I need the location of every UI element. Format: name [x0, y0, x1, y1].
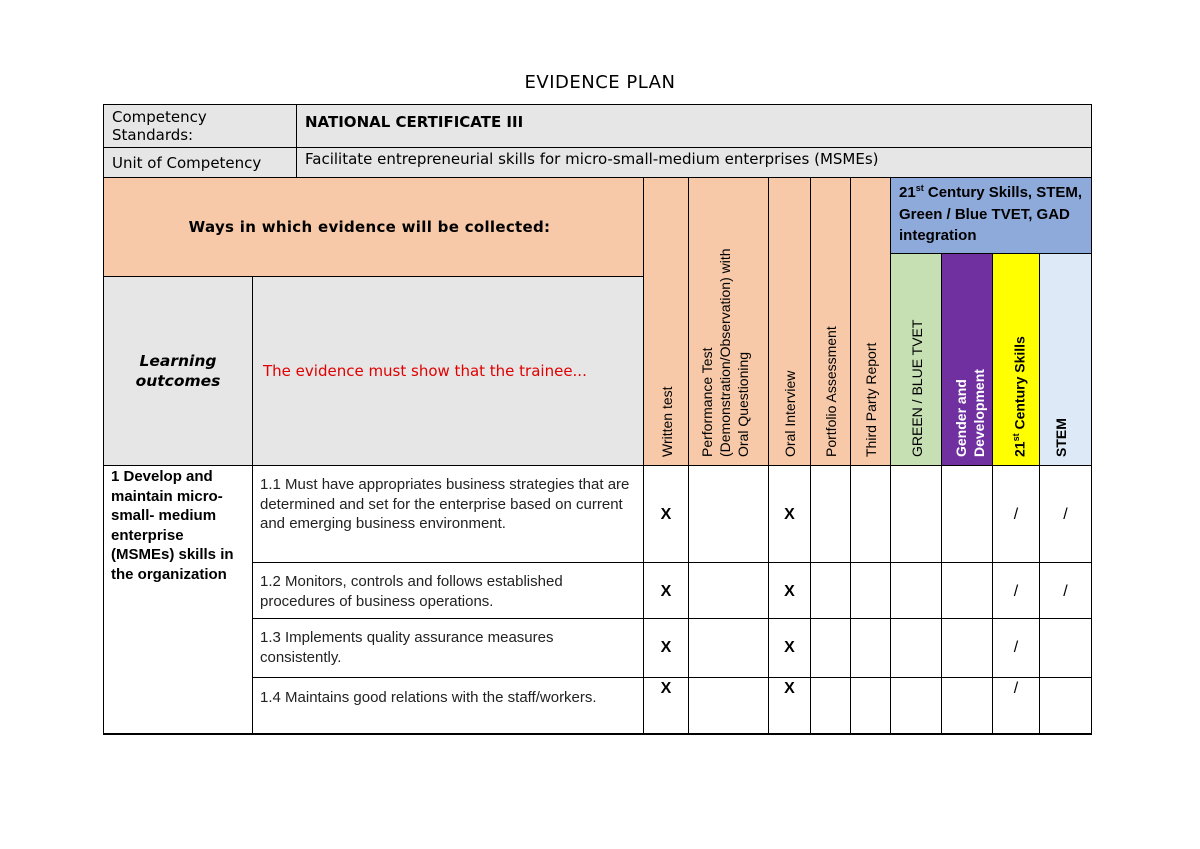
mark-cell [992, 618, 1040, 678]
method-col-performance-test [688, 177, 769, 466]
criterion-text: 1.1 Must have appropriates business strategies that are determined and set for the enterprise based on current and emerging business environment. [260, 476, 630, 532]
skill-col-green-tvet [890, 253, 942, 466]
method-col-written-test [643, 177, 689, 466]
skill-label-green-tvet: GREEN / BLUE TVET [909, 319, 925, 457]
mark-cell [890, 562, 942, 619]
mark-cell [643, 677, 689, 735]
skill-col-21st-century [992, 253, 1040, 466]
mark: X [784, 639, 795, 656]
performance-line-3: Oral Questioning [735, 351, 751, 457]
mark-cell [992, 677, 1040, 735]
competency-label: Competency Standards: [112, 108, 207, 144]
mark-cell [643, 618, 689, 678]
mark: X [784, 583, 795, 600]
skill-col-gad [941, 253, 993, 466]
competency-label-cell [103, 104, 297, 148]
mark-cell [810, 677, 851, 735]
performance-line-1: Performance Test [699, 347, 715, 457]
learning-outcome-text: 1 Develop and maintain micro-small- medium enterprise (MSMEs) skills in the organization [111, 468, 234, 583]
criterion-cell [252, 562, 644, 619]
skill-label-gad [952, 369, 988, 457]
century-rest: Century Skills [1011, 336, 1028, 434]
mark-cell [890, 677, 942, 735]
mark-cell [1039, 465, 1092, 563]
ways-heading: Ways in which evidence will be collected: [188, 218, 551, 236]
skill-label-stem: STEM [1053, 418, 1069, 457]
century-prefix: 21 [1011, 441, 1028, 457]
mark: X [660, 506, 672, 523]
evidence-header-cell [252, 276, 644, 466]
century-sup: st [1011, 433, 1021, 442]
mark: / [1063, 583, 1068, 600]
performance-line-2: (Demonstration/Observation) with [717, 248, 733, 457]
mark-cell [688, 562, 769, 619]
competency-value: NATIONAL CERTIFICATE III [305, 113, 524, 131]
mark: / [1013, 583, 1019, 600]
competency-value-cell [296, 104, 1092, 148]
method-label-oral-interview: Oral Interview [782, 370, 798, 457]
evidence-label: The evidence must show that the trainee... [263, 362, 587, 380]
mark-cell [643, 562, 689, 619]
gad-line-2: Development [971, 369, 987, 457]
mark-cell [810, 465, 851, 563]
method-label-portfolio: Portfolio Assessment [823, 326, 839, 457]
method-col-portfolio [810, 177, 851, 466]
mark-cell [992, 465, 1040, 563]
unit-label: Unit of Competency [112, 154, 262, 172]
mark-cell [941, 618, 993, 678]
mark-cell [992, 562, 1040, 619]
mark-cell [850, 618, 891, 678]
mark-cell [1039, 618, 1092, 678]
mark: X [660, 639, 672, 656]
mark-cell [1039, 562, 1092, 619]
mark-cell [850, 465, 891, 563]
mark-cell [850, 562, 891, 619]
mark-cell [768, 562, 811, 619]
mark-cell [810, 562, 851, 619]
mark-cell [768, 618, 811, 678]
skills-heading-sup: st [915, 183, 924, 193]
mark-cell [688, 618, 769, 678]
learning-outcomes-label: Learning outcomes [135, 352, 221, 390]
criterion-cell [252, 465, 644, 563]
learning-outcomes-header-cell [103, 276, 253, 466]
unit-value-cell [296, 147, 1092, 178]
mark-cell [688, 465, 769, 563]
mark: X [660, 583, 672, 600]
ways-heading-cell [103, 177, 644, 277]
mark-cell [890, 465, 942, 563]
method-col-oral-interview [768, 177, 811, 466]
mark-cell [643, 465, 689, 563]
criterion-cell [252, 677, 644, 735]
mark-cell [688, 677, 769, 735]
mark: / [1013, 680, 1019, 697]
mark-cell [941, 677, 993, 735]
criterion-text: 1.2 Monitors, controls and follows established procedures of business operations. [260, 573, 563, 610]
learning-outcome-cell [103, 465, 253, 735]
mark-cell [941, 465, 993, 563]
page-title: EVIDENCE PLAN [524, 72, 676, 93]
method-col-third-party [850, 177, 891, 466]
mark: / [1013, 506, 1019, 523]
skills-heading-rest: Century Skills, STEM, Green / Blue TVET, GAD integration [899, 184, 1083, 244]
gad-line-1: Gender and [953, 379, 969, 457]
method-label-third-party: Third Party Report [863, 342, 879, 457]
method-label-written-test: Written test [659, 386, 675, 457]
unit-value: Facilitate entrepreneurial skills for micro-small-medium enterprises (MSMEs) [305, 150, 879, 168]
mark-cell [1039, 677, 1092, 735]
mark-cell [941, 562, 993, 619]
criterion-text: 1.3 Implements quality assurance measures consistently. [260, 629, 554, 666]
method-label-performance-test [698, 248, 752, 457]
skills-heading-cell [890, 177, 1092, 254]
mark-cell [850, 677, 891, 735]
unit-label-cell [103, 147, 297, 178]
mark-cell [810, 618, 851, 678]
skill-label-21st-century [1007, 336, 1029, 457]
mark: X [784, 506, 795, 523]
mark: / [1013, 639, 1019, 656]
criterion-cell [252, 618, 644, 678]
mark-cell [890, 618, 942, 678]
skills-heading-prefix: 21 [899, 184, 916, 201]
criterion-text: 1.4 Maintains good relations with the staff/workers. [260, 689, 597, 706]
mark-cell [768, 677, 811, 735]
mark: / [1063, 506, 1068, 523]
mark: X [784, 680, 795, 697]
skill-col-stem [1039, 253, 1092, 466]
mark: X [660, 680, 672, 697]
mark-cell [768, 465, 811, 563]
